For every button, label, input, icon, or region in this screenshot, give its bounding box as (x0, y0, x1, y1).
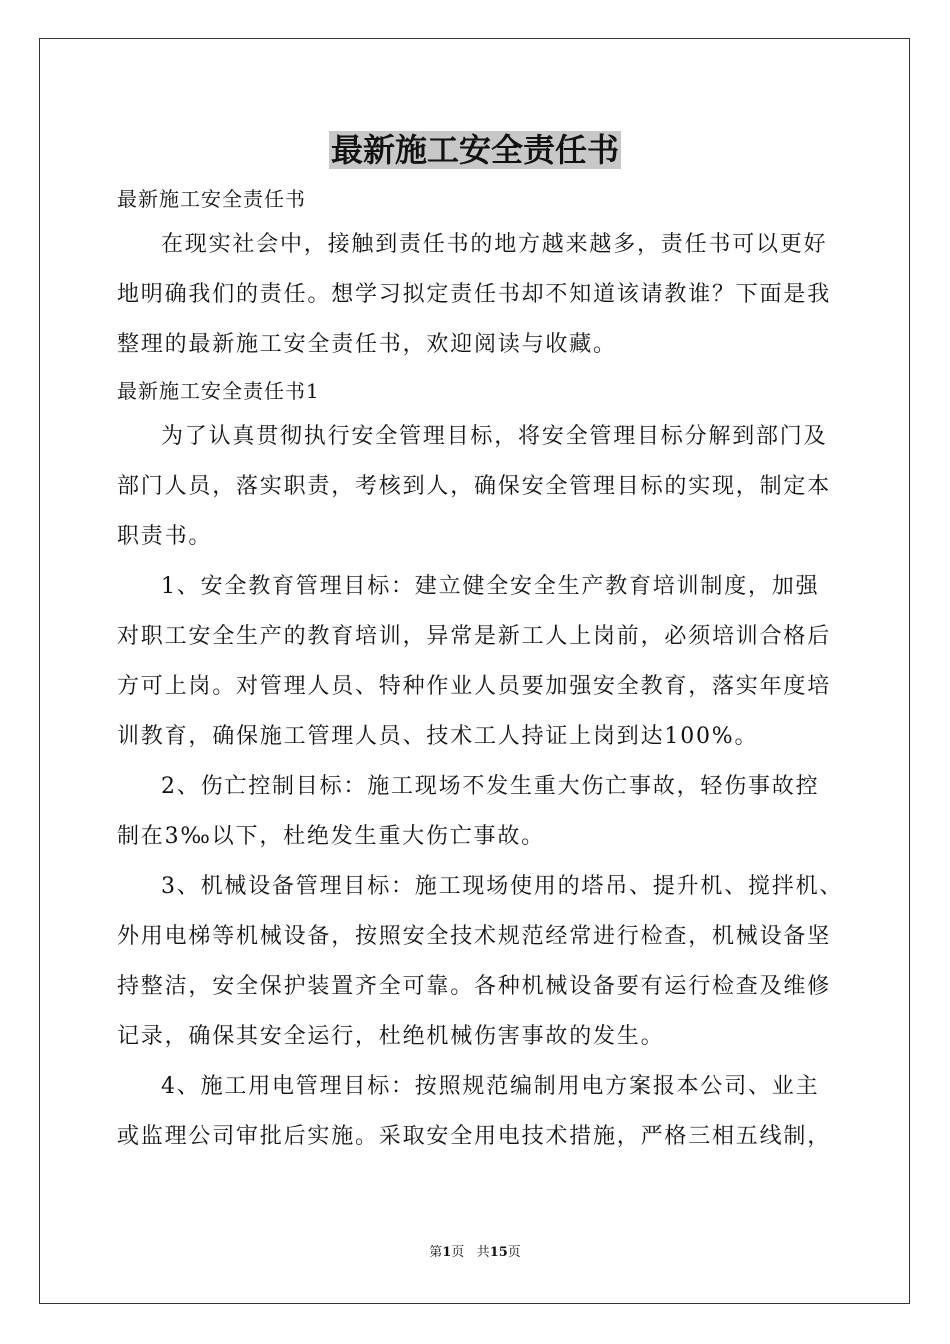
item1-line: 训教育，确保施工管理人员、技术工人持证上岗到达100%。 (117, 724, 759, 749)
intro-line: 地明确我们的责任。想学习拟定责任书却不知道该请教谁？下面是我 (117, 282, 832, 307)
item3-line: 持整洁，安全保护装置齐全可靠。各种机械设备要有运行检查及维修 (117, 974, 832, 999)
total-suffix: 页 (507, 1245, 521, 1260)
item2-line: 制在3‰以下，杜绝发生重大伤亡事故。 (117, 824, 545, 849)
document-title (0, 128, 950, 172)
item3-line: 外用电梯等机械设备，按照安全技术规范经常进行检查，机械设备坚 (117, 924, 832, 949)
page-suffix: 页 (451, 1245, 465, 1260)
item1-line: 方可上岗。对管理人员、特种作业人员要加强安全教育，落实年度培 (117, 674, 832, 699)
page-prefix: 第 (429, 1245, 443, 1260)
item2-line: 2、伤亡控制目标：施工现场不发生重大伤亡事故，轻伤事故控 (161, 774, 820, 799)
page-footer (0, 1244, 950, 1262)
item3-line: 记录，确保其安全运行，杜绝机械伤害事故的发生。 (117, 1024, 665, 1049)
page-number: 1 (442, 1245, 452, 1260)
intro-line: 整理的最新施工安全责任书，欢迎阅读与收藏。 (117, 332, 617, 357)
section-line: 为了认真贯彻执行安全管理目标，将安全管理目标分解到部门及 (161, 424, 828, 449)
total-prefix: 共 (476, 1245, 490, 1260)
item4-line: 或监理公司审批后实施。采取安全用电技术措施，严格三相五线制， (117, 1124, 832, 1149)
total-pages: 15 (489, 1245, 508, 1260)
section-line: 部门人员，落实职责，考核到人，确保安全管理目标的实现，制定本 (117, 474, 832, 499)
intro-line: 在现实社会中，接触到责任书的地方越来越多，责任书可以更好 (161, 232, 828, 257)
document-title-text: 最新施工安全责任书 (330, 131, 619, 169)
item4-line: 4、施工用电管理目标：按照规范编制用电方案报本公司、业主 (161, 1074, 820, 1099)
document-body (117, 178, 844, 1162)
section-line: 职责书。 (117, 524, 213, 549)
item1-line: 对职工安全生产的教育培训，异常是新工人上岗前，必须培训合格后 (117, 624, 832, 649)
document-subtitle: 最新施工安全责任书 (117, 187, 306, 211)
item1-line: 1、安全教育管理目标：建立健全安全生产教育培训制度，加强 (161, 574, 820, 599)
section-heading: 最新施工安全责任书1 (117, 379, 320, 403)
item3-line: 3、机械设备管理目标：施工现场使用的塔吊、提升机、搅拌机、 (161, 874, 844, 899)
